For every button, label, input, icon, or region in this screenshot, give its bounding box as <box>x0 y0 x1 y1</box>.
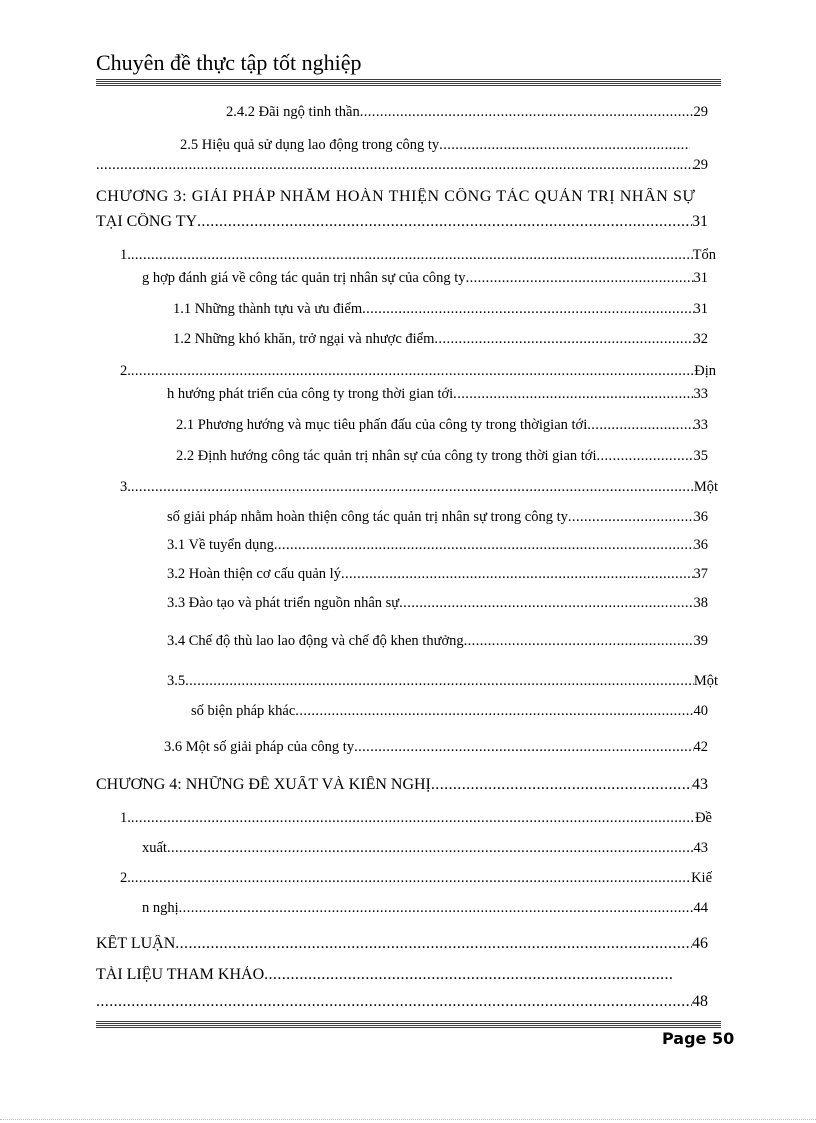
toc-entry-page: 29 <box>693 104 708 120</box>
toc-entry-page: Địn <box>694 363 716 379</box>
toc-entry-text: 2. <box>120 363 131 379</box>
toc-entry-text: 3.4 Chế độ thù lao lao động và chế độ khen thưởng <box>167 633 464 649</box>
toc-entry[interactable] <box>96 157 708 181</box>
toc-entry[interactable] <box>142 900 708 924</box>
toc-entry-page: 44 <box>693 900 708 916</box>
toc-entry-text: 2.1 Phương hướng và mục tiêu phấn đấu của công ty trong thờigian tới <box>176 417 588 433</box>
toc-entry-page: Một <box>693 479 718 495</box>
toc-entry[interactable] <box>176 448 708 472</box>
toc-entry[interactable] <box>167 566 708 590</box>
toc-entry[interactable] <box>164 739 708 763</box>
toc-entry-page: 48 <box>692 993 708 1010</box>
toc-entry-page: 29 <box>693 157 708 173</box>
toc-entry[interactable] <box>142 840 708 864</box>
toc-entry-page: Một <box>693 673 718 689</box>
toc-chapter-entry[interactable] <box>96 213 708 237</box>
toc-entry[interactable] <box>167 595 708 619</box>
toc-entry-text: xuất <box>142 840 167 856</box>
toc-entry-text: 3.6 Một số giải pháp của công ty <box>164 739 355 755</box>
toc-entry-text: 2.5 Hiệu quả sử dụng lao động trong công ty <box>180 137 440 153</box>
toc-entry[interactable] <box>142 270 708 294</box>
toc-entry-text: 3. <box>120 479 131 495</box>
toc-entry-text: h hướng phát triển của công ty trong thời gian tới <box>167 386 454 402</box>
toc-entry-text: 2. <box>120 870 131 886</box>
toc-chapter-entry[interactable] <box>96 993 708 1017</box>
toc-entry-page: 43 <box>693 840 708 856</box>
toc-entry[interactable] <box>167 633 708 657</box>
toc-entry-page: 37 <box>693 566 708 582</box>
toc-entry-text: 2.2 Định hướng công tác quản trị nhân sự của công ty trong thời gian tới <box>176 448 597 464</box>
toc-entry[interactable] <box>167 509 708 533</box>
toc-entry[interactable] <box>173 301 708 325</box>
toc-entry-text: CHƯƠNG 4: NHỮNG ĐỀ XUẤT VÀ KIẾN NGHỊ <box>96 776 431 793</box>
toc-entry[interactable] <box>120 870 712 894</box>
toc-entry[interactable] <box>167 537 708 561</box>
toc-entry-page: 36 <box>693 509 708 525</box>
toc-entry[interactable] <box>120 247 716 271</box>
toc-entry-text: 1.2 Những khó khăn, trở ngại và nhược điểm <box>173 331 435 347</box>
toc-entry-page: 46 <box>692 935 708 952</box>
toc-entry-page: 35 <box>693 448 708 464</box>
toc-entry-text: TÀI LIỆU THAM KHẢO <box>96 966 265 983</box>
toc-entry-text: n nghị <box>142 900 179 916</box>
toc-entry-page: 32 <box>693 331 708 347</box>
header-title: Chuyên đề thực tập tốt nghiệp <box>96 50 362 75</box>
toc-entry[interactable] <box>120 479 718 503</box>
toc-entry[interactable] <box>120 810 712 834</box>
page-number: Page 50 <box>662 1029 735 1048</box>
toc-chapter-entry[interactable] <box>96 188 722 212</box>
toc-entry-text: 3.2 Hoàn thiện cơ cấu quản lý <box>167 566 341 582</box>
footer-rule <box>96 1021 721 1028</box>
toc-entry-text: TẠI CÔNG TY <box>96 213 198 230</box>
toc-entry-page: Kiế <box>691 870 712 886</box>
toc-chapter-entry[interactable] <box>96 776 708 800</box>
header-rule <box>96 79 721 86</box>
toc-entry-page: Đề <box>695 810 712 826</box>
toc-entry-page: 36 <box>693 537 708 553</box>
toc-entry-text: 3.3 Đào tạo và phát triển nguồn nhân sự <box>167 595 400 611</box>
toc-entry-text: 1. <box>120 810 131 826</box>
toc-entry-page: 31 <box>692 213 708 230</box>
toc-entry-page: 38 <box>693 595 708 611</box>
toc-entry[interactable] <box>176 417 708 441</box>
toc-entry-text: 1.1 Những thành tựu và ưu điểm <box>173 301 363 317</box>
toc-entry[interactable] <box>226 104 708 128</box>
toc-entry-text: g hợp đánh giá về công tác quản trị nhân sự của công ty <box>142 270 466 286</box>
toc-entry[interactable] <box>120 363 716 387</box>
toc-entry-page: 31 <box>693 301 708 317</box>
toc-entry-text: CHƯƠNG 3: GIẢI PHÁP NHẰM HOÀN THIỆN CÔNG TÁC QUẢN TRỊ NHÂN SỰ <box>96 188 696 205</box>
toc-entry-page: 33 <box>693 417 708 433</box>
toc-entry-text: 3.1 Về tuyển dụng <box>167 537 274 553</box>
toc-chapter-entry[interactable] <box>96 935 708 959</box>
toc-entry[interactable] <box>167 386 708 410</box>
toc-entry-page: 40 <box>693 703 708 719</box>
toc-entry-text: số biện pháp khác <box>191 703 296 719</box>
toc-entry-page: 43 <box>692 776 708 793</box>
toc-chapter-entry[interactable] <box>96 966 672 990</box>
toc-entry-page: 33 <box>693 386 708 402</box>
toc-entry-page: Tổn <box>692 247 716 263</box>
toc-entry-text: KẾT LUẬN <box>96 935 176 952</box>
toc-entry-text: số giải pháp nhằm hoàn thiện công tác quản trị nhân sự trong công ty <box>167 509 568 525</box>
toc-entry-text: 1. <box>120 247 131 263</box>
toc-entry[interactable] <box>173 331 708 355</box>
toc-entry-page: 39 <box>693 633 708 649</box>
toc-entry-text: 2.4.2 Đãi ngộ tinh thần <box>226 104 360 120</box>
toc-entry-page: 42 <box>693 739 708 755</box>
toc-entry-page: 31 <box>693 270 708 286</box>
page-edge-divider <box>0 1119 816 1120</box>
toc-entry[interactable] <box>191 703 708 727</box>
toc-entry[interactable] <box>167 673 718 697</box>
toc-entry-text: 3.5 <box>167 673 186 689</box>
